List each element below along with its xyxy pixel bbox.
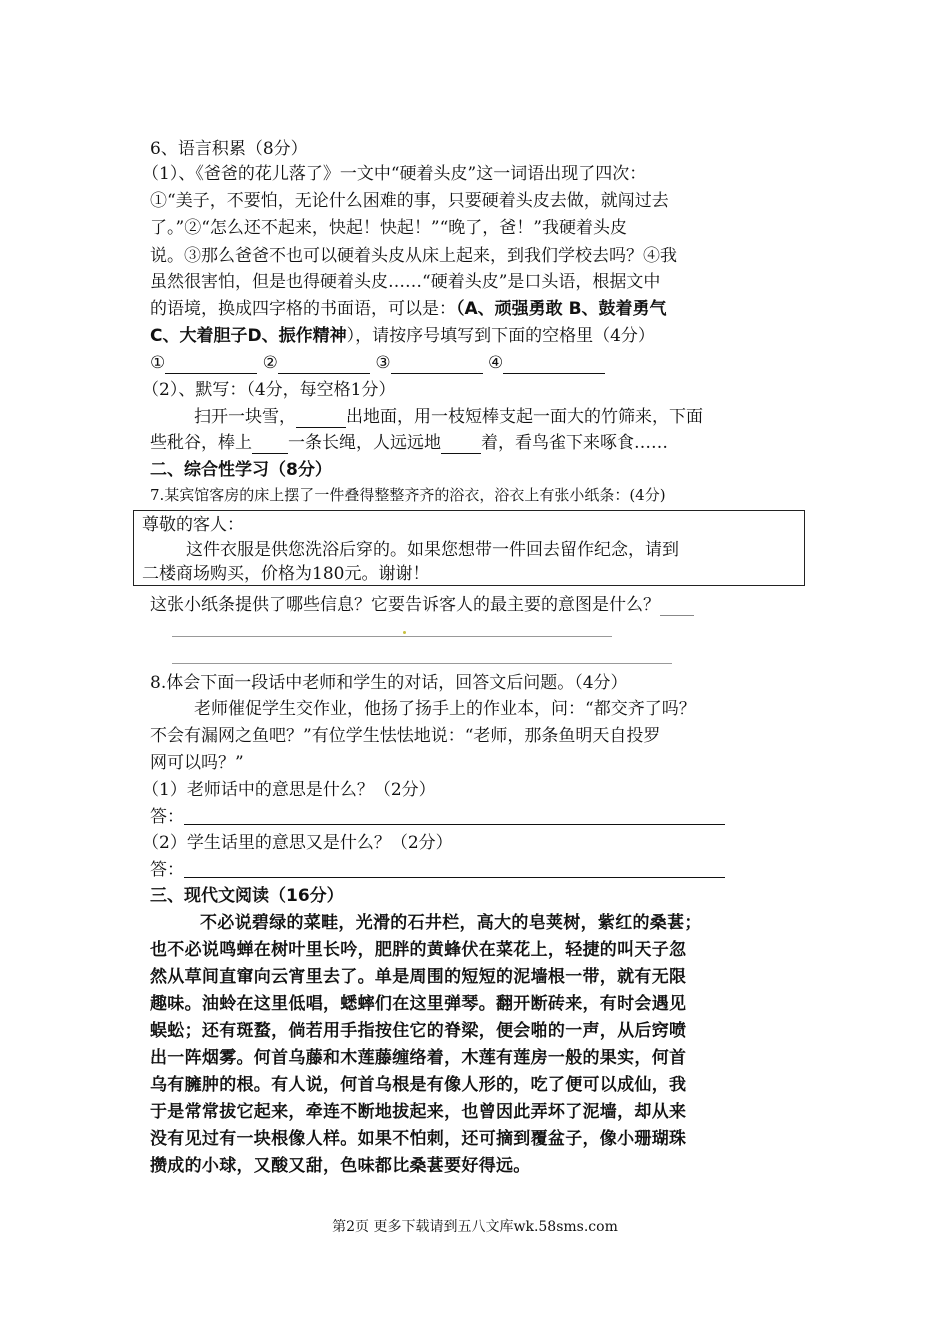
- stray-mark: [403, 631, 406, 634]
- dictation-text-2b: 一条长绳，人远远地: [288, 433, 441, 453]
- q8-prompt: 8.体会下面一段话中老师和学生的对话，回答文后问题。（4分）: [150, 673, 628, 693]
- q7-answer-line-1[interactable]: [172, 636, 612, 637]
- answer-blank-1[interactable]: [165, 355, 257, 374]
- essay-line-1: 不必说碧绿的菜畦，光滑的石井栏，高大的皂荚树，紫红的桑葚；: [200, 913, 702, 933]
- dictation-blank-1[interactable]: [296, 409, 346, 428]
- q6-line-2: ①“美子，不要怕，无论什么困难的事，只要硬着头皮去做，就闯过去: [150, 191, 669, 211]
- q6-options-c-d: C、大着胆子D、振作精神: [150, 326, 347, 346]
- q7-answer-blank-inline[interactable]: [660, 597, 694, 616]
- q7-prompt: 7.某宾馆客房的床上摆了一件叠得整整齐齐的浴衣，浴衣上有张小纸条：(4分): [150, 486, 666, 504]
- dictation-blank-2[interactable]: [252, 435, 288, 454]
- essay-line-7: 乌有臃肿的根。有人说，何首乌根是有像人形的，吃了便可以成仙，我: [150, 1075, 687, 1095]
- q8-dialogue-3: 网可以吗？”: [150, 753, 244, 773]
- q6-line-1: （1）、《爸爸的花儿落了》一文中“硬着头皮”这一词语出现了四次：: [142, 164, 647, 184]
- essay-line-6: 出一阵烟雾。何首乌藤和木莲藤缠络着，木莲有莲房一般的果实，何首: [150, 1048, 687, 1068]
- q7-question: [150, 594, 694, 616]
- dictation-text-1b: 出地面，用一枝短棒支起一面大的竹筛来，下面: [346, 407, 703, 427]
- essay-line-5: 蜈蚣；还有斑蝥，倘若用手指按住它的脊梁，便会啪的一声，从后窍喷: [150, 1021, 687, 1041]
- q7-answer-line-2[interactable]: [172, 663, 672, 664]
- dictation-text-2c: 着，看鸟雀下来啄食……: [481, 433, 668, 453]
- essay-line-10: 攒成的小球，又酸又甜，色味都比桑葚要好得远。: [150, 1156, 531, 1176]
- q7-question-text: 这张小纸条提供了哪些信息？它要告诉客人的最主要的意图是什么？: [150, 595, 660, 615]
- note-salutation: 尊敬的客人：: [142, 515, 244, 535]
- essay-line-2: 也不必说鸣蝉在树叶里长吟，肥胖的黄蜂伏在菜花上，轻捷的叫天子忽: [150, 940, 687, 960]
- essay-line-4: 趣味。油蛉在这里低唱，蟋蟀们在这里弹琴。翻开断砖来，有时会遇见: [150, 994, 687, 1014]
- section-3-heading: 三、现代文阅读（16分）: [150, 886, 344, 906]
- answer-blank-3[interactable]: [391, 355, 483, 374]
- note-box: [133, 510, 805, 586]
- note-body-2: 二楼商场购买，价格为180元。谢谢！: [142, 564, 430, 584]
- q6-line-6-text: 的语境，换成四字格的书面语，可以是：: [150, 299, 456, 319]
- q6-part-2: （2）、默写：（4分，每空格1分）: [142, 380, 396, 400]
- page-footer: 第2页 更多下载请到五八文库wk.58sms.com: [332, 1219, 618, 1235]
- q6-title: 6、语言积累（8分）: [150, 139, 308, 159]
- q8-answer-2-label: 答：: [150, 860, 184, 880]
- q6-dictation-line-2: [150, 432, 668, 454]
- q8-sub-question-1: （1）老师话中的意思是什么？（2分）: [142, 780, 436, 800]
- q8-answer-2-line[interactable]: [184, 877, 725, 878]
- q6-line-5: 虽然很害怕，但是也得硬着头皮……“硬着头皮”是口头语，根据文中: [150, 272, 661, 292]
- essay-line-9: 没有见过有一块根像人样。如果不怕刺，还可摘到覆盆子，像小珊瑚珠: [150, 1129, 687, 1149]
- q6-line-6: [150, 298, 667, 320]
- q8-dialogue-1: 老师催促学生交作业，他扬了扬手上的作业本，问：“都交齐了吗？: [194, 699, 696, 719]
- answer-blank-2[interactable]: [278, 355, 370, 374]
- dictation-blank-3[interactable]: [441, 435, 481, 454]
- q8-sub-question-2: （2）学生话里的意思又是什么？（2分）: [142, 833, 453, 853]
- note-body-1: 这件衣服是供您洗浴后穿的。如果您想带一件回去留作纪念，请到: [186, 540, 679, 560]
- dictation-text-1a: 扫开一块雪，: [194, 407, 296, 427]
- blank-3-marker: ③: [375, 353, 391, 373]
- q6-line-4: 说。③那么爸爸不也可以硬着头皮从床上起来，到我们学校去吗？④我: [150, 246, 677, 266]
- q6-line-7-text: ），请按序号填写到下面的空格里（4分）: [346, 326, 655, 346]
- answer-blank-4[interactable]: [503, 355, 605, 374]
- section-2-heading: 二、综合性学习（8分）: [150, 460, 332, 480]
- q6-answer-blanks: [150, 352, 605, 374]
- q6-dictation-line-1: [194, 406, 703, 428]
- essay-line-3: 然从草间直窜向云宵里去了。单是周围的短短的泥墙根一带，就有无限: [150, 967, 687, 987]
- q6-line-3: 了。”②“怎么还不起来，快起！快起！”“晚了，爸！”我硬着头皮: [150, 218, 627, 238]
- q6-options-a-b: （A、顽强勇敢 B、鼓着勇气: [456, 299, 667, 319]
- blank-2-marker: ②: [262, 353, 278, 373]
- q6-line-7: [150, 325, 655, 347]
- blank-4-marker: ④: [487, 353, 504, 373]
- q8-answer-1-line[interactable]: [184, 824, 725, 825]
- dictation-text-2a: 些秕谷，棒上: [150, 433, 252, 453]
- blank-1-marker: ①: [150, 353, 166, 373]
- q8-dialogue-2: 不会有漏网之鱼吧？”有位学生怯怯地说：“老师，那条鱼明天自投罗: [150, 726, 661, 746]
- q8-answer-1-label: 答：: [150, 807, 184, 827]
- essay-line-8: 于是常常拔它起来，牵连不断地拔起来，也曾因此弄坏了泥墙，却从来: [150, 1102, 687, 1122]
